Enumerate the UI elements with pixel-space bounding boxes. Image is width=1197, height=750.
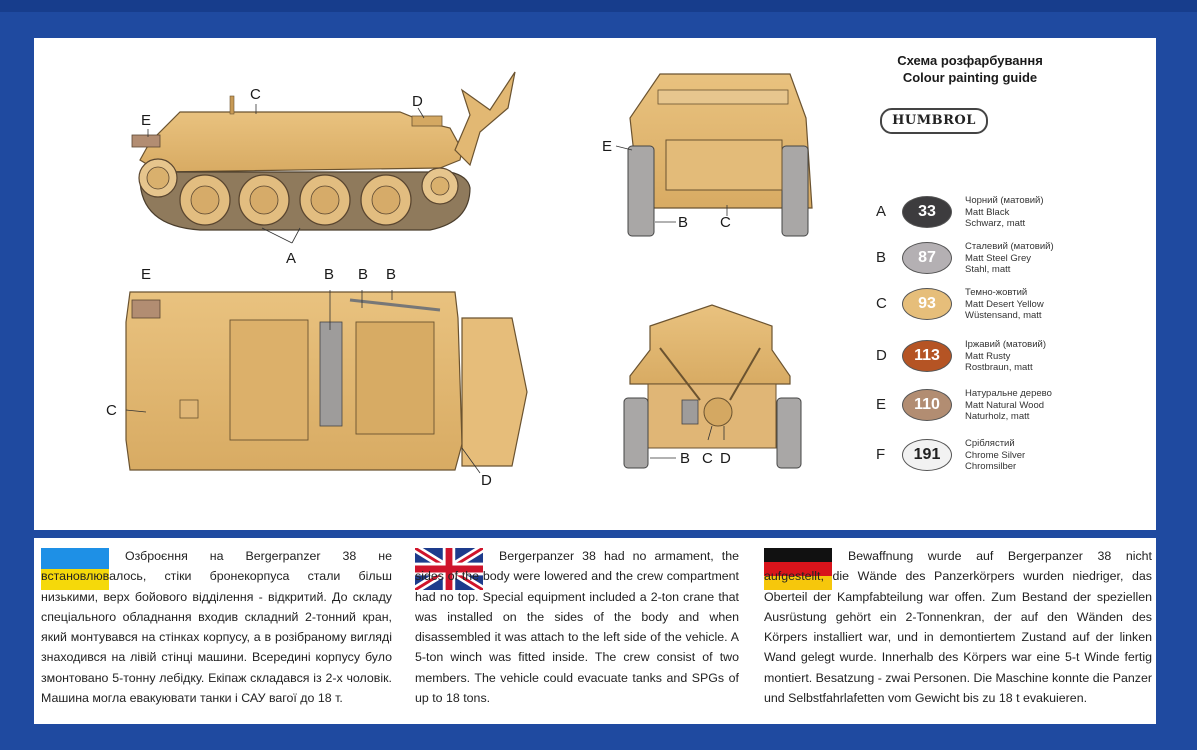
callout-front-d: D [720, 450, 731, 467]
paint-name-en: Matt Desert Yellow [965, 298, 1044, 310]
paint-name-ua: Чорний (матовий) [965, 195, 1044, 206]
paint-name-ua: Темно-жовтий [965, 287, 1028, 298]
paint-swatch: 33 [902, 196, 952, 228]
paint-name-ua: Сріблястий [965, 438, 1015, 449]
callout-top-d: D [481, 472, 492, 489]
paint-name-ua: Сталевий (матовий) [965, 241, 1054, 252]
callout-top-b1: B [324, 266, 335, 283]
description-de: Bewaffnung wurde auf Bergerpanzer 38 nicht aufgestellt, die Wände des Panzerkörpers wurden niedriger, das Oberteil der Kampfabteilung war offen. Zum Bestand der speziellen Ausrüstung gehört ein 2-Tonnenkran, der auf den Wänden des Körpers installiert war, und in demontiertem Zustand auf der linken Wand gelegt wurde. Innerhalb des Körpers war eine 5-t Winde fertig montiert. Besatzung - zwai Personen. Die Maschine konnte die Panzer und Selbstfahrlafetten vom Gewicht bis zu 18 t evakuieren. [764, 549, 1152, 706]
paint-names [965, 388, 1052, 423]
callout-side-e: E [141, 112, 152, 129]
callout-top-c: C [106, 402, 117, 419]
paint-name-en: Matt Natural Wood [965, 399, 1045, 411]
paint-name-de: Naturholz, matt [965, 411, 1030, 422]
paint-row-d [876, 336, 1106, 376]
callout-side-c: C [250, 86, 261, 103]
callout-front-b: B [680, 450, 691, 467]
paint-letter: D [876, 347, 887, 364]
paint-name-ua: Натуральне дерево [965, 388, 1052, 399]
callout-rear-c: C [720, 214, 731, 231]
callout-top-b3: B [386, 266, 397, 283]
callout-side-d: D [412, 93, 423, 110]
paint-names [965, 195, 1044, 230]
paint-names [965, 438, 1025, 473]
paint-name-en: Chrome Silver [965, 449, 1026, 461]
callout-rear-b: B [678, 214, 689, 231]
paint-names [965, 241, 1054, 276]
paint-row-c [876, 284, 1106, 324]
paint-swatch: 110 [902, 389, 952, 421]
paint-name-de: Stahl, matt [965, 264, 1011, 275]
paint-name-de: Wüstensand, matt [965, 310, 1042, 321]
paint-row-f [876, 435, 1106, 475]
callout-rear-e: E [602, 138, 613, 155]
side-view [132, 72, 515, 243]
paint-swatch: 93 [902, 288, 952, 320]
paint-swatch: 113 [902, 340, 952, 372]
paint-row-e [876, 385, 1106, 425]
paint-row-b [876, 238, 1106, 278]
paint-letter: A [876, 203, 887, 220]
humbrol-logo: HUMBROL [880, 108, 988, 134]
paint-name-ua: Іржавий (матовий) [965, 339, 1046, 350]
paint-name-de: Rostbraun, matt [965, 362, 1033, 373]
paint-name-de: Chromsilber [965, 461, 1017, 472]
paint-name-en: Matt Rusty [965, 350, 1011, 362]
paint-letter: E [876, 396, 887, 413]
paint-swatch: 191 [902, 439, 952, 471]
paint-names [965, 339, 1046, 374]
callout-front-c: C [702, 450, 713, 467]
paint-letter: F [876, 446, 886, 463]
rear-view [616, 74, 812, 236]
callout-top-b2: B [358, 266, 369, 283]
description-ua: Озброєння на Bergerpanzer 38 не встановлювалось, стіки бронекорпуса стали більш низькими, верх бойового відділення - відкритий. До складу спеціального обладнання входив складний 2-тонний кран, який монтувався на стінках корпусу, а в розібраному вигляді знаходився на лівій стінці машини. Всередині корпусу було змонтовано 5-тонну лебідку. Екіпаж складався із 2-х чоловік. Машина могла евакуювати танки і САУ вагої до 18 т. [41, 549, 392, 706]
description-en: Bergerpanzer 38 had no armament, the sides of the body were lowered and the crew compartment had no top. Special equipment included a 2-ton crane that was installed on the sides of the body and when disassembled it was attach to the left side of the vehicle. A 5-ton winch was fitted inside. The crew consist of two members. The vehicle could evacuate tanks and SPGs of up to 18 tons. [415, 549, 739, 706]
paint-name-en: Matt Steel Grey [965, 252, 1031, 264]
front-view [624, 305, 801, 468]
paint-name-en: Matt Black [965, 206, 1010, 218]
paint-letter: C [876, 295, 887, 312]
colour-guide-title-en: Colour painting guide [902, 70, 1038, 85]
colour-guide-title [880, 52, 1060, 86]
colour-guide-title-ua: Схема розфарбування [897, 53, 1043, 68]
callout-side-a: A [286, 250, 297, 267]
top-view [126, 290, 527, 473]
paint-row-a [876, 192, 1106, 232]
paint-name-de: Schwarz, matt [965, 218, 1026, 229]
callout-top-e: E [141, 266, 152, 283]
paint-letter: B [876, 249, 887, 266]
paint-swatch: 87 [902, 242, 952, 274]
paint-names [965, 287, 1044, 322]
